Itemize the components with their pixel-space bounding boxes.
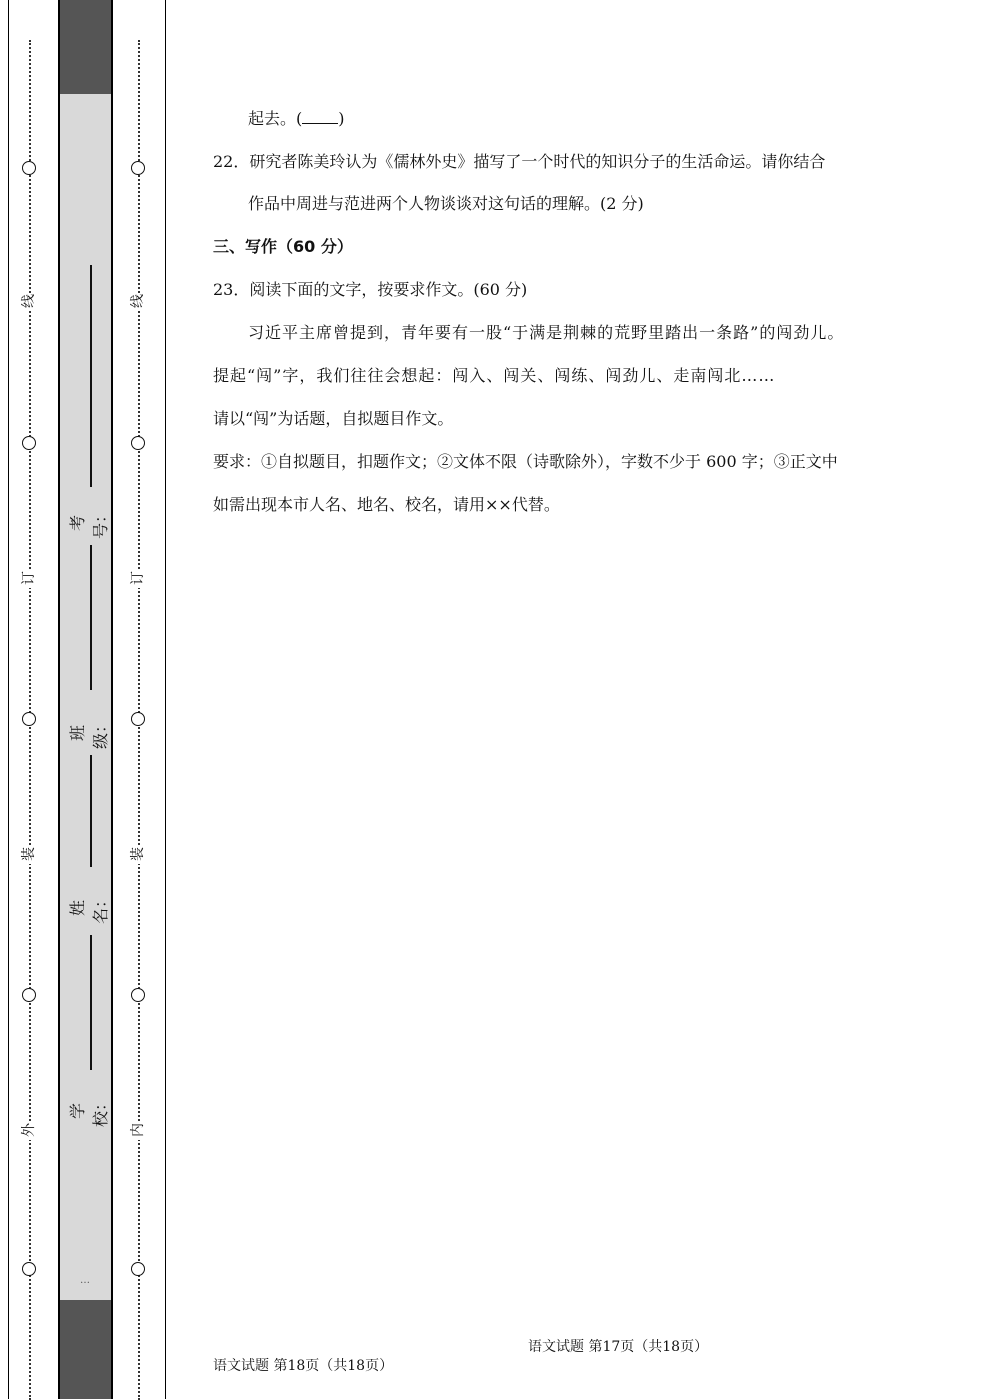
- question-22-line-1: 22．研究者陈美玲认为《儒林外史》描写了一个时代的知识分子的生活命运。请你结合: [213, 152, 826, 171]
- page-footer-left: 语文试题 第18页（共18页）: [213, 1358, 394, 1374]
- cut-line-char: 线: [130, 293, 146, 311]
- binding-hole-circle: [22, 988, 36, 1002]
- continued-answer-line: [248, 106, 345, 129]
- name-label: 姓名：: [68, 891, 110, 924]
- cut-line-char: 外: [21, 1122, 37, 1140]
- cut-line-char: 内: [130, 1122, 146, 1140]
- binding-hole-circle: [22, 1262, 36, 1276]
- answer-blank: [302, 109, 338, 124]
- strip-right-border: [111, 0, 113, 1399]
- binding-hole-circle: [131, 1262, 145, 1276]
- binding-hole-circle: [131, 436, 145, 450]
- binding-hole-circle: [22, 712, 36, 726]
- requirements-line-2: 如需出现本市人名、地名、校名，请用××代替。: [213, 495, 560, 514]
- strip-dark-top: [60, 0, 111, 94]
- section-heading-writing: 三、写作（60 分）: [213, 237, 353, 256]
- class-blank: [90, 545, 92, 690]
- cut-line-char: 装: [21, 846, 37, 864]
- cut-line-char: 订: [21, 570, 37, 588]
- school-label: 学校：: [68, 1094, 110, 1127]
- name-blank: [90, 755, 92, 867]
- cut-line-char: 装: [130, 846, 146, 864]
- binding-hole-circle: [131, 161, 145, 175]
- question-23-prompt: 23．阅读下面的文字，按要求作文。(60 分): [213, 280, 528, 299]
- school-blank: [90, 935, 92, 1070]
- binding-hole-circle: [131, 988, 145, 1002]
- binding-hole-circle: [22, 161, 36, 175]
- question-23-topic: 请以“闯”为话题，自拟题目作文。: [213, 409, 454, 428]
- outer-cut-line: [20, 40, 40, 1400]
- requirements-line-1: 要求：①自拟题目，扣题作文；②文体不限（诗歌除外），字数不少于 600 字；③正文中: [213, 452, 838, 471]
- exam-number-label: 考号：: [68, 506, 110, 539]
- close-paren: ): [338, 109, 345, 128]
- question-23-material-1: 习近平主席曾提到，青年要有一股“于满是荆棘的荒野里踏出一条路”的闯劲儿。: [248, 323, 845, 342]
- page-footer-right: 语文试题 第17页（共18页）: [528, 1339, 709, 1355]
- cut-line-char: 线: [21, 293, 37, 311]
- strip-dark-bottom: [60, 1300, 111, 1399]
- question-22-line-2: 作品中周进与范进两个人物谈谈对这句话的理解。(2 分): [248, 194, 644, 213]
- inner-cut-line: [129, 40, 149, 1400]
- cut-line-char: 订: [130, 570, 146, 588]
- class-label: 班级：: [68, 716, 110, 749]
- binding-hole-circle: [22, 436, 36, 450]
- question-23-material-2: 提起“闯”字，我们往往会想起：闯入、闯关、闯练、闯劲儿、走南闯北……: [213, 366, 776, 385]
- strip-ellipsis: …: [80, 1275, 90, 1286]
- strip-left-border: [58, 0, 60, 1399]
- exam-number-blank: [90, 265, 92, 487]
- binding-hole-circle: [131, 712, 145, 726]
- binding-margin: [0, 0, 168, 1399]
- continued-text: 起去。(: [248, 109, 303, 128]
